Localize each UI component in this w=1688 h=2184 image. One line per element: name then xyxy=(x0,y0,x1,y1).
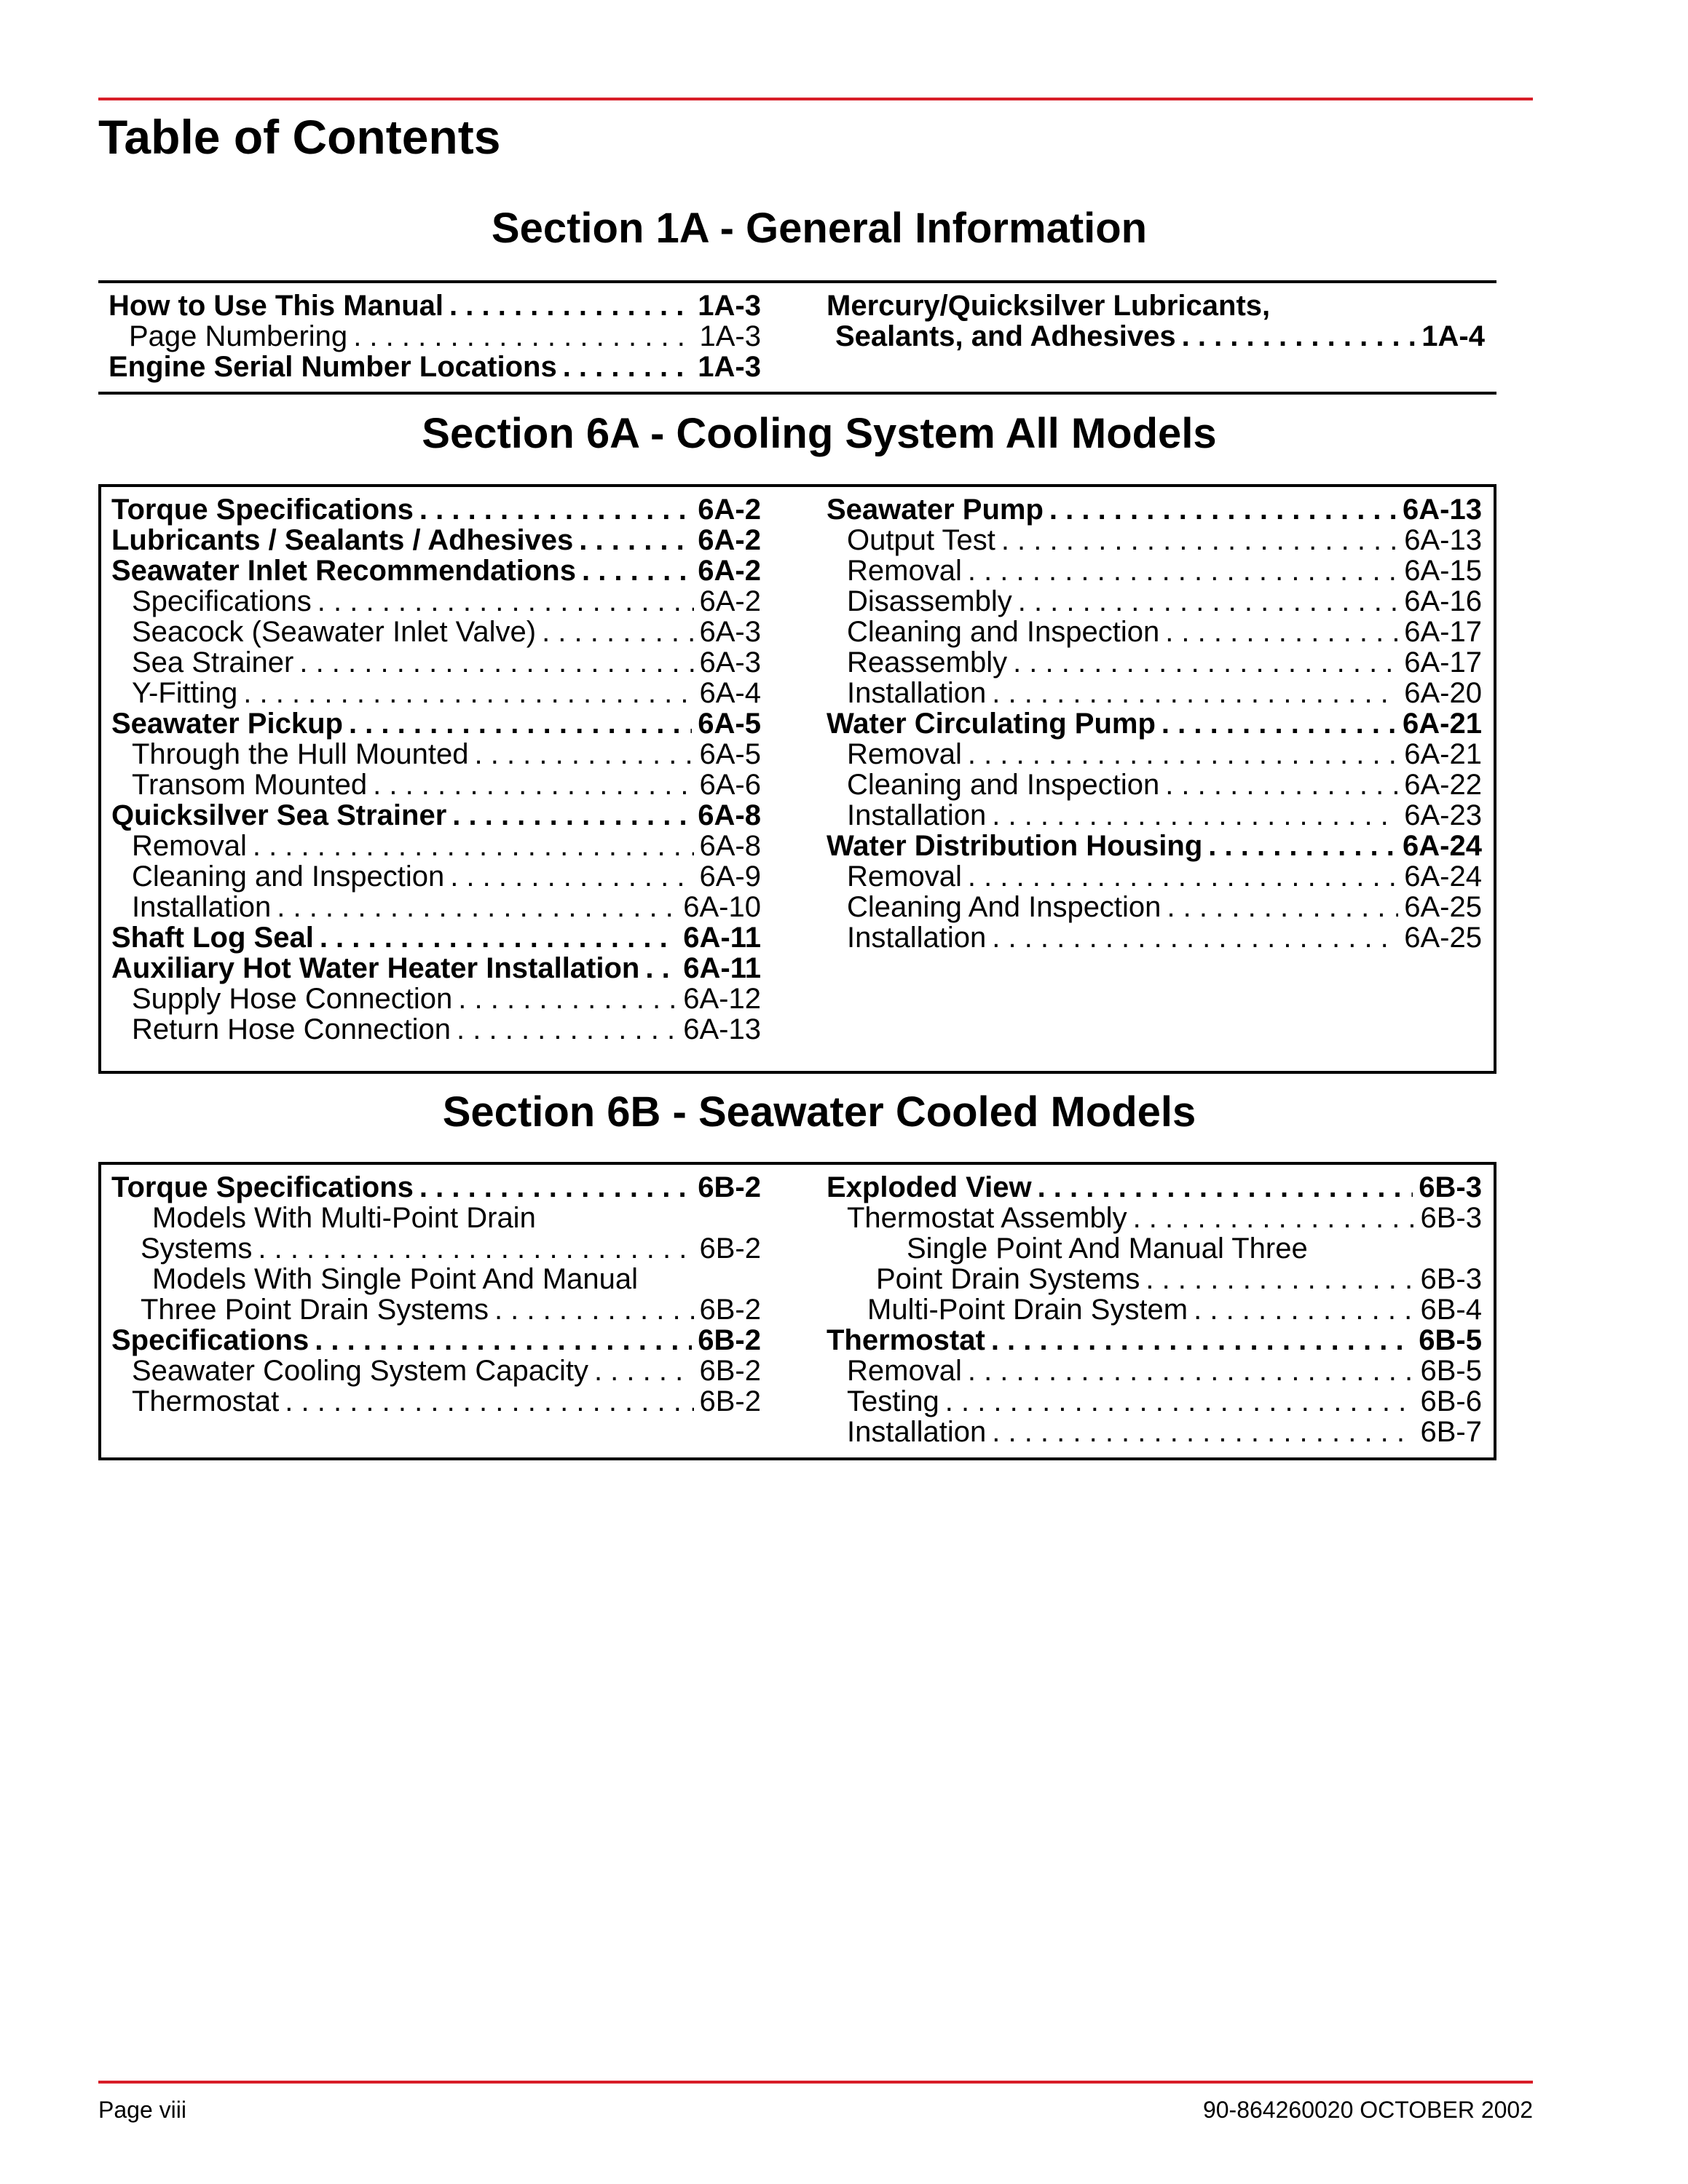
toc-entry xyxy=(827,831,1482,861)
dot-leader xyxy=(1013,647,1398,678)
toc-entry-page: 6B-2 xyxy=(699,1385,761,1417)
toc-entry-page: 6A-6 xyxy=(699,769,761,801)
toc-entry-page: 6B-2 xyxy=(699,1233,761,1265)
toc-entry-title: Removal xyxy=(847,555,962,587)
toc-entry-page: 1A-3 xyxy=(698,351,761,383)
toc-entry xyxy=(111,1264,761,1294)
toc-entry-page: 6A-12 xyxy=(683,983,761,1015)
toc-entry-page: 1A-3 xyxy=(699,320,761,352)
toc-entry-page: 6B-3 xyxy=(1420,1263,1482,1295)
toc-entry xyxy=(827,586,1482,617)
dot-leader xyxy=(320,922,677,953)
toc-entry xyxy=(827,1386,1482,1417)
toc-entry-title: Output Test xyxy=(847,524,995,556)
toc-entry xyxy=(827,1325,1482,1356)
page-title: Table of Contents xyxy=(98,110,501,164)
dot-leader xyxy=(1165,769,1398,800)
toc-entry-page: 6B-2 xyxy=(698,1171,761,1203)
toc-entry xyxy=(827,678,1482,708)
top-rule xyxy=(98,98,1533,100)
toc-entry xyxy=(111,1325,761,1356)
toc-entry-page: 6A-3 xyxy=(699,646,761,678)
toc-entry-page: 6A-8 xyxy=(698,799,761,831)
dot-leader xyxy=(475,739,694,769)
toc-entry xyxy=(827,1356,1482,1386)
toc-entry-title: Seacock (Seawater Inlet Valve) xyxy=(132,616,537,648)
section-heading-6a: Section 6A - Cooling System All Models xyxy=(422,410,1217,457)
dot-leader xyxy=(968,555,1398,586)
toc-entry-title: Seawater Pickup xyxy=(111,708,343,740)
toc-entry xyxy=(827,494,1482,525)
toc-entry-title: Cleaning And Inspection xyxy=(847,891,1162,923)
toc-entry-page: 6B-2 xyxy=(699,1355,761,1387)
footer-page-number: Page viii xyxy=(98,2097,186,2123)
dot-leader xyxy=(419,1172,692,1203)
toc-entry xyxy=(111,769,761,800)
toc-entry-page: 6A-21 xyxy=(1403,708,1482,740)
toc-entry xyxy=(827,739,1482,769)
toc-entry-title: Installation xyxy=(847,922,987,954)
toc-entry-title: Mercury/Quicksilver Lubricants, xyxy=(827,290,1271,322)
toc-entry-title: Shaft Log Seal xyxy=(111,922,314,954)
toc-entry xyxy=(111,1233,761,1264)
toc-entry-page: 6A-25 xyxy=(1404,922,1482,954)
toc-entry-page: 6A-2 xyxy=(699,585,761,617)
toc-entry xyxy=(827,1294,1482,1325)
dot-leader xyxy=(458,984,677,1014)
toc-entry xyxy=(827,290,1485,321)
toc-entry xyxy=(827,922,1482,953)
toc-entry-title: Thermostat Assembly xyxy=(847,1202,1127,1234)
toc-entry-page: 6A-20 xyxy=(1404,677,1482,709)
toc-entry xyxy=(111,647,761,678)
toc-entry-title: Removal xyxy=(847,860,962,893)
toc-entry-page: 6A-3 xyxy=(699,616,761,648)
dot-leader xyxy=(353,321,693,352)
toc-entry-title: Cleaning and Inspection xyxy=(847,616,1160,648)
dot-leader xyxy=(285,1386,693,1417)
toc-entry-title: Models With Multi-Point Drain xyxy=(152,1202,536,1234)
section-1a-left-column xyxy=(98,283,797,392)
toc-entry xyxy=(111,708,761,739)
dot-leader xyxy=(992,1417,1414,1447)
toc-entry-page: 6A-2 xyxy=(698,555,761,587)
dot-leader xyxy=(968,861,1398,892)
toc-entry-page: 1A-3 xyxy=(698,290,761,322)
toc-entry-page: 1A-4 xyxy=(1421,320,1485,352)
toc-entry xyxy=(827,861,1482,892)
toc-entry-title: Single Point And Manual Three xyxy=(907,1233,1308,1265)
toc-entry-title: Cleaning and Inspection xyxy=(132,860,445,893)
dot-leader xyxy=(1162,708,1397,739)
toc-entry-page: 6A-4 xyxy=(699,677,761,709)
section-6a-toc xyxy=(98,484,1496,1074)
section-1a-right-column xyxy=(797,283,1496,392)
dot-leader xyxy=(1038,1172,1413,1203)
toc-entry xyxy=(109,321,761,352)
toc-entry-title: Cleaning and Inspection xyxy=(847,769,1160,801)
toc-entry xyxy=(111,800,761,831)
toc-entry-title: Return Hose Connection xyxy=(132,1013,451,1045)
toc-entry-page: 6A-17 xyxy=(1404,646,1482,678)
toc-entry-title: Installation xyxy=(847,799,987,831)
toc-entry-page: 6A-23 xyxy=(1404,799,1482,831)
dot-leader xyxy=(253,831,694,861)
dot-leader xyxy=(494,1294,694,1325)
toc-entry xyxy=(111,617,761,647)
toc-entry-page: 6A-8 xyxy=(699,830,761,862)
dot-leader xyxy=(968,739,1398,769)
toc-entry-title: Water Distribution Housing xyxy=(827,830,1203,862)
toc-entry-page: 6A-11 xyxy=(683,922,761,954)
dot-leader xyxy=(582,555,692,586)
toc-entry xyxy=(827,1417,1482,1447)
dot-leader xyxy=(1049,494,1397,525)
dot-leader xyxy=(992,922,1398,953)
toc-entry xyxy=(111,586,761,617)
dot-leader xyxy=(579,525,692,555)
dot-leader xyxy=(1133,1203,1415,1233)
dot-leader xyxy=(277,892,677,922)
toc-entry-page: 6B-6 xyxy=(1420,1385,1482,1417)
toc-entry xyxy=(111,739,761,769)
toc-entry-title: Installation xyxy=(132,891,272,923)
toc-entry-title: Seawater Inlet Recommendations xyxy=(111,555,576,587)
toc-entry xyxy=(111,555,761,586)
toc-entry-title: Thermostat xyxy=(827,1324,985,1356)
toc-entry-page: 6A-11 xyxy=(683,952,761,984)
section-heading-1a: Section 1A - General Information xyxy=(491,205,1148,252)
dot-leader xyxy=(563,352,693,382)
toc-entry-page: 6A-15 xyxy=(1404,555,1482,587)
toc-entry-title: Exploded View xyxy=(827,1171,1032,1203)
toc-entry-title: Through the Hull Mounted xyxy=(132,738,469,770)
toc-entry-page: 6B-3 xyxy=(1420,1202,1482,1234)
dot-leader xyxy=(1167,892,1398,922)
toc-entry-title: Seawater Cooling System Capacity xyxy=(132,1355,588,1387)
toc-entry-page: 6A-2 xyxy=(698,494,761,526)
toc-entry-page: 6B-2 xyxy=(699,1294,761,1326)
toc-entry xyxy=(111,984,761,1014)
toc-entry xyxy=(827,1203,1482,1233)
toc-entry-title: Transom Mounted xyxy=(132,769,368,801)
dot-leader xyxy=(1018,586,1399,617)
toc-entry-page: 6A-9 xyxy=(699,860,761,893)
toc-entry xyxy=(111,861,761,892)
toc-entry xyxy=(827,769,1482,800)
toc-entry-title: Reassembly xyxy=(847,646,1008,678)
toc-entry-title: Specifications xyxy=(111,1324,309,1356)
dot-leader xyxy=(1001,525,1398,555)
toc-entry xyxy=(827,800,1482,831)
dot-leader xyxy=(1194,1294,1414,1325)
toc-entry-title: Testing xyxy=(847,1385,939,1417)
dot-leader xyxy=(1145,1264,1414,1294)
dot-leader xyxy=(349,708,692,739)
footer-document-id: 90-864260020 OCTOBER 2002 xyxy=(1202,2097,1533,2123)
toc-entry-title: Thermostat xyxy=(132,1385,280,1417)
toc-entry xyxy=(109,290,761,321)
toc-entry-title: Installation xyxy=(847,1416,987,1448)
toc-entry-title: Specifications xyxy=(132,585,312,617)
toc-entry-page: 6B-2 xyxy=(698,1324,761,1356)
toc-entry xyxy=(111,1356,761,1386)
dot-leader xyxy=(449,290,692,321)
toc-entry-title: Removal xyxy=(847,1355,962,1387)
toc-entry-title: Disassembly xyxy=(847,585,1012,617)
dot-leader xyxy=(450,861,693,892)
toc-entry xyxy=(109,352,761,382)
toc-entry-title: Auxiliary Hot Water Heater Installation xyxy=(111,952,640,984)
toc-entry-title: Torque Specifications xyxy=(111,494,414,526)
toc-entry-title: Three Point Drain Systems xyxy=(141,1294,489,1326)
toc-entry-title: Page Numbering xyxy=(129,320,348,352)
toc-entry-page: 6B-5 xyxy=(1420,1355,1482,1387)
dot-leader xyxy=(299,647,693,678)
toc-entry xyxy=(827,525,1482,555)
toc-entry xyxy=(111,525,761,555)
toc-entry-title: Installation xyxy=(847,677,987,709)
toc-entry-page: 6A-16 xyxy=(1404,585,1482,617)
toc-entry xyxy=(111,1172,761,1203)
toc-entry xyxy=(111,892,761,922)
dot-leader xyxy=(992,800,1398,831)
toc-entry-page: 6A-2 xyxy=(698,524,761,556)
toc-entry-page: 6A-5 xyxy=(698,708,761,740)
toc-entry-page: 6A-10 xyxy=(683,891,761,923)
dot-leader xyxy=(315,1325,692,1356)
toc-entry-page: 6B-7 xyxy=(1420,1416,1482,1448)
dot-leader xyxy=(542,617,693,647)
toc-entry xyxy=(111,922,761,953)
toc-entry-page: 6A-24 xyxy=(1404,860,1482,893)
bottom-rule xyxy=(98,2081,1533,2084)
dot-leader xyxy=(419,494,692,525)
toc-entry-page: 6A-5 xyxy=(699,738,761,770)
dot-leader xyxy=(992,678,1398,708)
section-6b-left-column xyxy=(101,1165,797,1457)
toc-entry xyxy=(111,1203,761,1233)
toc-entry-page: 6A-25 xyxy=(1404,891,1482,923)
section-6b-right-column xyxy=(797,1165,1494,1457)
toc-entry-title: Y-Fitting xyxy=(132,677,238,709)
toc-entry xyxy=(827,617,1482,647)
section-heading-6b: Section 6B - Seawater Cooled Models xyxy=(442,1088,1196,1136)
toc-entry xyxy=(827,1264,1482,1294)
dot-leader xyxy=(968,1356,1415,1386)
dot-leader xyxy=(1182,321,1416,352)
toc-entry-page: 6A-13 xyxy=(1404,524,1482,556)
toc-entry-title: Removal xyxy=(132,830,247,862)
dot-leader xyxy=(1165,617,1398,647)
section-1a-toc xyxy=(98,280,1496,395)
toc-entry-title: Systems xyxy=(141,1233,253,1265)
dot-leader xyxy=(1208,831,1397,861)
toc-entry-title: Engine Serial Number Locations xyxy=(109,351,557,383)
toc-entry xyxy=(111,1386,761,1417)
toc-entry xyxy=(111,494,761,525)
toc-entry-page: 6A-22 xyxy=(1404,769,1482,801)
toc-entry-title: Point Drain Systems xyxy=(876,1263,1140,1295)
toc-entry-title: Removal xyxy=(847,738,962,770)
toc-entry-title: Lubricants / Sealants / Adhesives xyxy=(111,524,574,556)
toc-entry xyxy=(111,1294,761,1325)
toc-entry-title: Torque Specifications xyxy=(111,1171,414,1203)
section-6a-right-column xyxy=(797,487,1494,1071)
toc-entry xyxy=(827,321,1485,352)
dot-leader xyxy=(318,586,694,617)
toc-entry xyxy=(827,647,1482,678)
dot-leader xyxy=(945,1386,1415,1417)
toc-entry xyxy=(827,555,1482,586)
toc-entry-page: 6B-4 xyxy=(1420,1294,1482,1326)
toc-entry-page: 6A-24 xyxy=(1403,830,1482,862)
toc-entry-title: Sealants, and Adhesives xyxy=(835,320,1176,352)
toc-entry-page: 6A-13 xyxy=(1403,494,1482,526)
dot-leader xyxy=(991,1325,1413,1356)
toc-entry xyxy=(827,892,1482,922)
dot-leader xyxy=(373,769,693,800)
toc-entry-title: Quicksilver Sea Strainer xyxy=(111,799,447,831)
toc-entry-page: 6A-17 xyxy=(1404,616,1482,648)
toc-entry xyxy=(111,831,761,861)
toc-entry-title: Seawater Pump xyxy=(827,494,1044,526)
section-6b-toc xyxy=(98,1162,1496,1460)
toc-entry xyxy=(827,1233,1482,1264)
toc-entry xyxy=(827,708,1482,739)
toc-entry-title: Models With Single Point And Manual xyxy=(152,1263,639,1295)
toc-entry-page: 6B-3 xyxy=(1419,1171,1482,1203)
dot-leader xyxy=(645,953,677,984)
toc-entry xyxy=(111,1014,761,1045)
toc-entry-page: 6A-13 xyxy=(683,1013,761,1045)
dot-leader xyxy=(452,800,692,831)
dot-leader xyxy=(457,1014,677,1045)
dot-leader xyxy=(258,1233,693,1264)
section-6a-left-column xyxy=(101,487,797,1071)
dot-leader xyxy=(243,678,693,708)
toc-entry-title: Sea Strainer xyxy=(132,646,294,678)
toc-entry-page: 6B-5 xyxy=(1419,1324,1482,1356)
toc-entry-page: 6A-21 xyxy=(1404,738,1482,770)
toc-entry-title: How to Use This Manual xyxy=(109,290,444,322)
toc-entry-title: Water Circulating Pump xyxy=(827,708,1156,740)
dot-leader xyxy=(594,1356,694,1386)
toc-entry-title: Supply Hose Connection xyxy=(132,983,453,1015)
toc-entry xyxy=(111,678,761,708)
toc-entry-title: Multi-Point Drain System xyxy=(867,1294,1188,1326)
toc-entry xyxy=(111,953,761,984)
toc-entry xyxy=(827,1172,1482,1203)
